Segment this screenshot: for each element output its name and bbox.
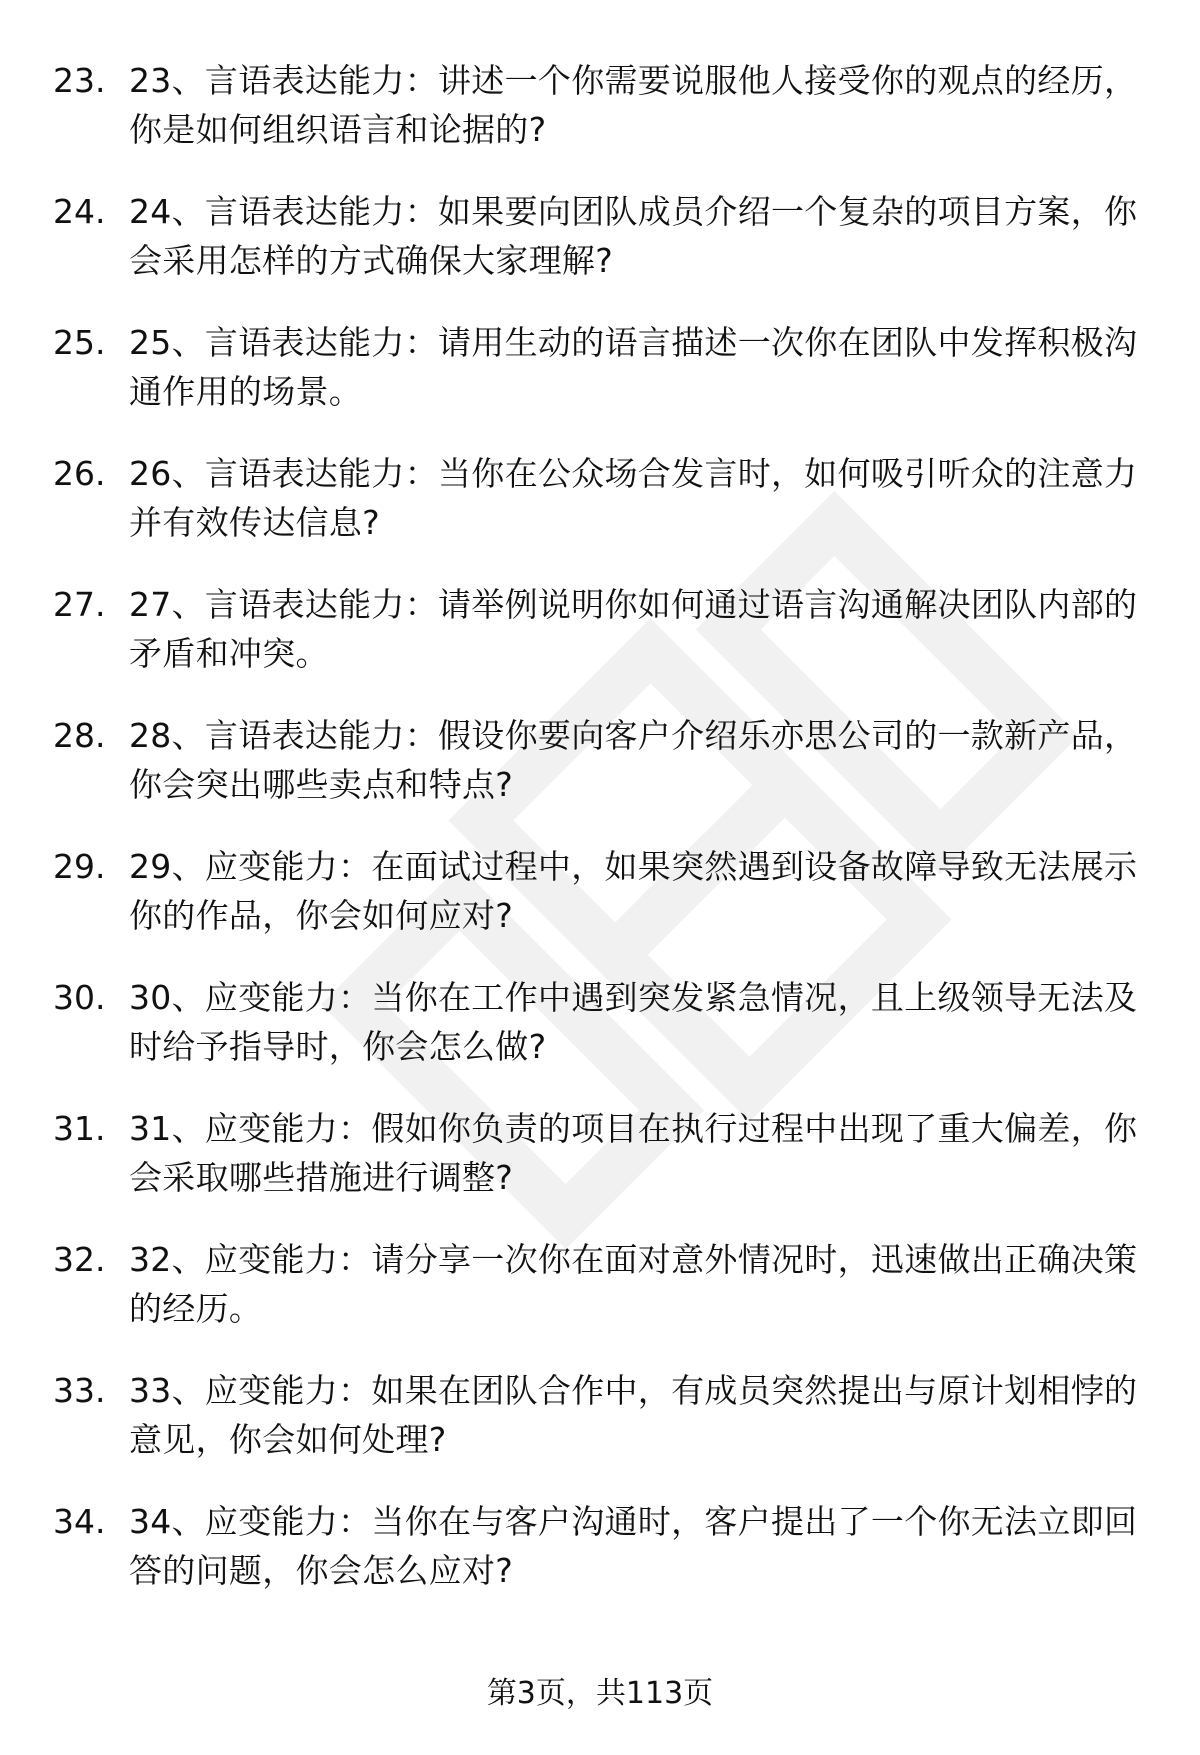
question-item: [0, 449, 1200, 580]
question-text: 32、应变能力：请分享一次你在面对意外情况时，迅速做出正确决策的经历。: [129, 1240, 1138, 1328]
question-text: 34、应变能力：当你在与客户沟通时，客户提出了一个你无法立即回答的问题，你会怎么应对?: [129, 1502, 1138, 1590]
question-number: 23.: [53, 61, 106, 100]
question-item: [0, 580, 1200, 711]
question-text: 31、应变能力：假如你负责的项目在执行过程中出现了重大偏差，你会采取哪些措施进行调整?: [129, 1109, 1138, 1197]
question-item: [0, 1366, 1200, 1497]
question-number: 25.: [53, 323, 106, 362]
question-list: [0, 56, 1200, 1628]
page-number-footer: 第3页，共113页: [486, 1676, 714, 1711]
question-number: 26.: [53, 454, 106, 493]
question-item: [0, 711, 1200, 842]
question-number: 33.: [53, 1371, 106, 1410]
question-number: 27.: [53, 585, 106, 624]
question-number: 31.: [53, 1109, 106, 1148]
question-number: 24.: [53, 192, 106, 231]
question-item: [0, 56, 1200, 187]
question-item: [0, 1235, 1200, 1366]
question-text: 26、言语表达能力：当你在公众场合发言时，如何吸引听众的注意力并有效传达信息?: [129, 454, 1138, 542]
question-number: 28.: [53, 716, 106, 755]
question-item: [0, 842, 1200, 973]
question-text: 24、言语表达能力：如果要向团队成员介绍一个复杂的项目方案，你会采用怎样的方式确保大家理解?: [129, 192, 1138, 280]
question-item: [0, 187, 1200, 318]
question-number: 30.: [53, 978, 106, 1017]
question-text: 25、言语表达能力：请用生动的语言描述一次你在团队中发挥积极沟通作用的场景。: [129, 323, 1138, 411]
question-item: [0, 1497, 1200, 1628]
question-number: 29.: [53, 847, 106, 886]
question-number: 32.: [53, 1240, 106, 1279]
question-text: 28、言语表达能力：假设你要向客户介绍乐亦思公司的一款新产品，你会突出哪些卖点和特点?: [129, 716, 1138, 804]
question-item: [0, 318, 1200, 449]
question-number: 34.: [53, 1502, 106, 1541]
question-text: 30、应变能力：当你在工作中遇到突发紧急情况，且上级领导无法及时给予指导时，你会怎么做?: [129, 978, 1138, 1066]
question-text: 33、应变能力：如果在团队合作中，有成员突然提出与原计划相悖的意见，你会如何处理?: [129, 1371, 1138, 1459]
question-item: [0, 1104, 1200, 1235]
question-text: 23、言语表达能力：讲述一个你需要说服他人接受你的观点的经历，你是如何组织语言和论据的?: [129, 61, 1138, 149]
question-text: 27、言语表达能力：请举例说明你如何通过语言沟通解决团队内部的矛盾和冲突。: [129, 585, 1138, 673]
question-text: 29、应变能力：在面试过程中，如果突然遇到设备故障导致无法展示你的作品，你会如何应对?: [129, 847, 1138, 935]
question-item: [0, 973, 1200, 1104]
